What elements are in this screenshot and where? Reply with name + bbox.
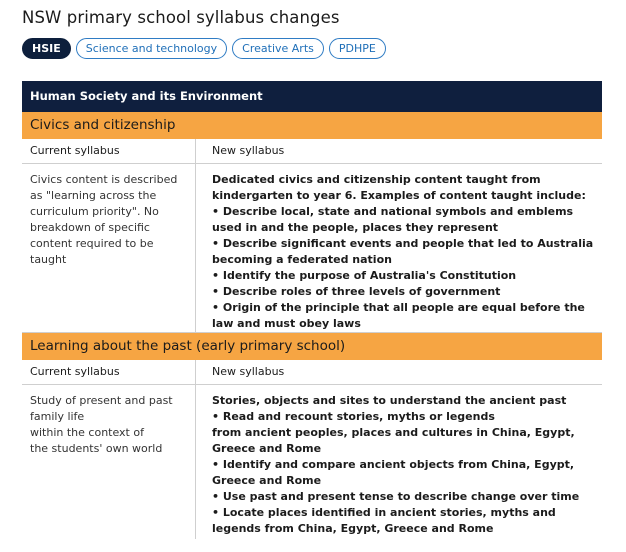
column-header-row (22, 360, 602, 385)
current-syllabus-cell (22, 164, 196, 332)
new-syllabus-line: • Describe local, state and national symbols and emblems used in and the people, places they represent (212, 205, 574, 234)
new-syllabus-line: • Read and recount stories, myths or legends (212, 410, 495, 423)
current-syllabus-line: Study of present and past family life (30, 394, 173, 423)
new-syllabus-line: Stories, objects and sites to understand the ancient past (212, 394, 567, 407)
tab-bar (22, 38, 386, 59)
table-row (22, 385, 602, 539)
tab-pdhpe[interactable]: PDHPE (329, 38, 386, 59)
page-title: NSW primary school syllabus changes (22, 8, 340, 27)
new-syllabus-line: from ancient peoples, places and cultures in China, Egypt, (212, 426, 575, 439)
subsection-heading-civics: Civics and citizenship (22, 112, 602, 139)
new-syllabus-line: Greece and Rome (212, 442, 322, 455)
column-header-current: Current syllabus (22, 360, 196, 384)
section-heading: Human Society and its Environment (22, 81, 602, 112)
syllabus-table (22, 81, 602, 539)
tab-creative-arts[interactable]: Creative Arts (232, 38, 324, 59)
subsection-heading-learning-about-the-past: Learning about the past (early primary school) (22, 333, 602, 360)
tab-hsie[interactable]: HSIE (22, 38, 71, 59)
new-syllabus-line: • Origin of the principle that all people are equal before the law and must obey laws (212, 301, 585, 330)
new-syllabus-cell (196, 385, 602, 539)
column-header-new: New syllabus (212, 365, 285, 378)
table-row (22, 164, 602, 333)
current-syllabus-line: within the context of (30, 426, 144, 439)
new-syllabus-line: • Identify and compare ancient objects from China, Egypt, Greece and Rome (212, 458, 575, 487)
new-syllabus-line: • Use past and present tense to describe change over time (212, 490, 580, 503)
new-syllabus-line: • Describe roles of three levels of government (212, 285, 501, 298)
column-header-current: Current syllabus (22, 139, 196, 163)
current-syllabus-line: the students' own world (30, 442, 163, 455)
column-header-new: New syllabus (212, 144, 285, 157)
tab-science-and-technology[interactable]: Science and technology (76, 38, 227, 59)
current-syllabus-text: Civics content is described as "learning across the curriculum priority". No breakdown of specific content required to be taught (30, 173, 178, 266)
column-header-row (22, 139, 602, 164)
new-syllabus-line: Dedicated civics and citizenship content taught from kindergarten to year 6. Examples of content taught include: (212, 173, 586, 202)
new-syllabus-cell (196, 164, 602, 332)
new-syllabus-line: • Describe significant events and people that led to Australia becoming a federated nation (212, 237, 594, 266)
new-syllabus-line: • Locate places identified in ancient stories, myths and legends from China, Egypt, Greece and Rome (212, 506, 556, 535)
new-syllabus-line: • Identify the purpose of Australia's Constitution (212, 269, 517, 282)
current-syllabus-cell (22, 385, 196, 539)
